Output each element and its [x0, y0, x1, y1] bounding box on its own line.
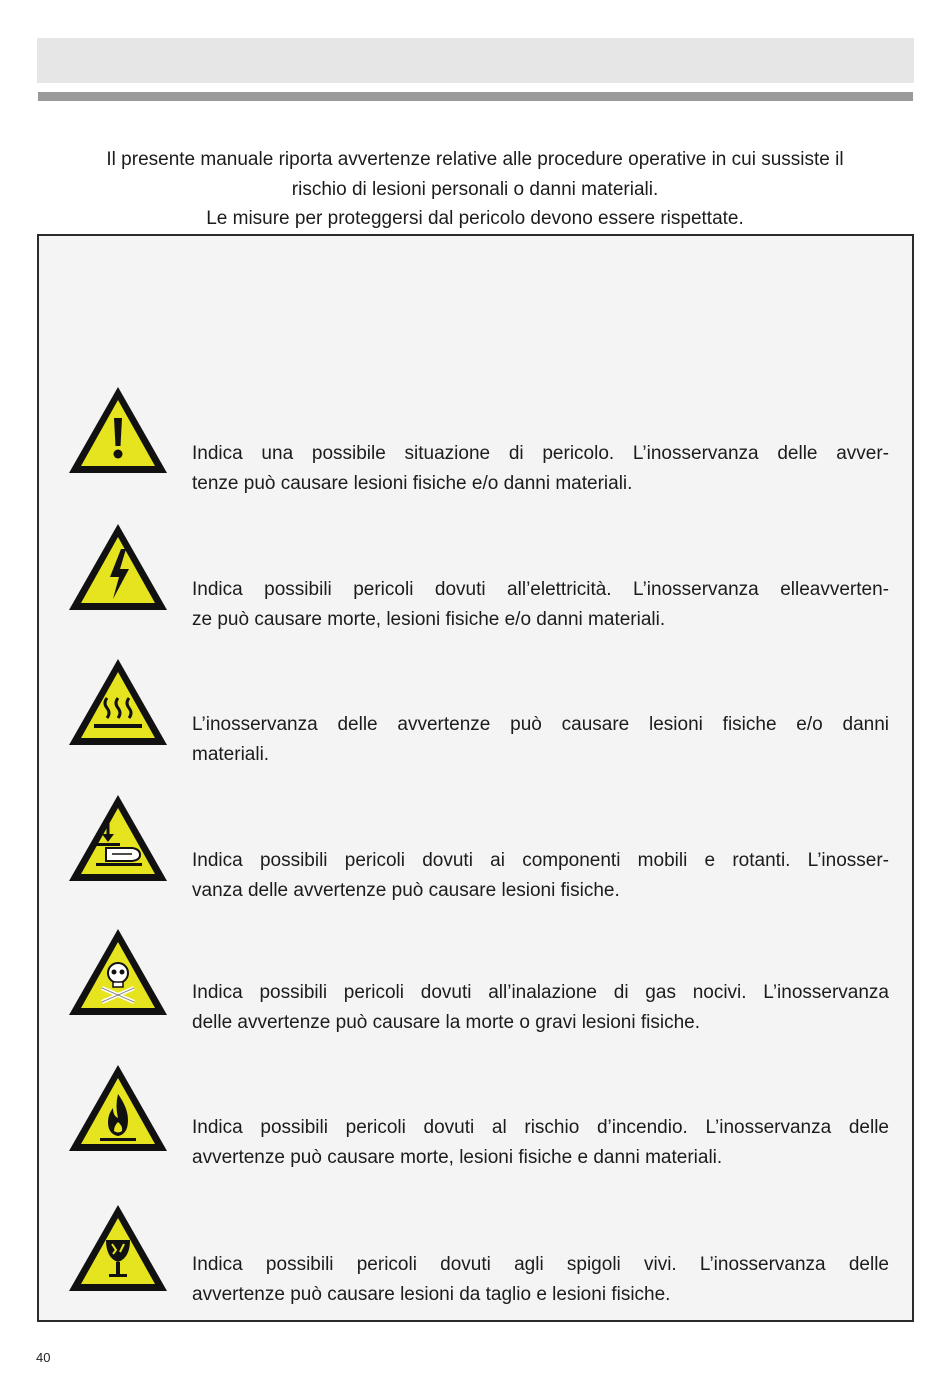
- general-danger-icon: [66, 384, 170, 476]
- intro-line: rischio di lesioni personali o danni materiali.: [291, 178, 659, 200]
- warning-text: Indica possibili pericoli dovuti al rischio d’incendio. L’inosservanza delle avvertenze può causare morte, lesioni fisiche e danni materiali.: [192, 1117, 889, 1168]
- hot-surface-icon: [66, 656, 170, 748]
- warning-text: L’inosservanza delle avvertenze può causare lesioni fisiche e/o danni materiali.: [192, 714, 889, 765]
- warnings-box: [37, 234, 914, 1322]
- intro-text: [40, 145, 910, 234]
- intro-line: Le misure per proteggersi dal pericolo devono essere rispettate.: [206, 208, 744, 229]
- warning-text: Indica possibili pericoli dovuti ai componenti mobili e rotanti. L’inosser- vanza delle avvertenze può causare lesioni fisiche.: [192, 850, 889, 901]
- warning-text: Indica possibili pericoli dovuti agli spigoli vivi. L’inosservanza delle avvertenze può causare lesioni da taglio e lesioni fisiche.: [192, 1254, 889, 1305]
- warning-row-moving-parts: [39, 792, 912, 902]
- warning-row-general: [39, 384, 912, 494]
- sharp-edges-icon: [66, 1202, 170, 1294]
- header-band: [37, 38, 914, 83]
- warning-text: Indica possibili pericoli dovuti all’elettricità. L’inosservanza elleavverten- ze può causare morte, lesioni fisiche e/o danni materiali.: [192, 579, 889, 630]
- intro-line: Il presente manuale riporta avvertenze relative alle procedure operative in cui sussiste il: [106, 149, 844, 170]
- warning-text: Indica una possibile situazione di pericolo. L’inosservanza delle avver- tenze può causare lesioni fisiche e/o danni materiali.: [192, 443, 889, 494]
- crush-hazard-icon: [66, 792, 170, 884]
- warning-text: Indica possibili pericoli dovuti all’inalazione di gas nocivi. L’inosservanza delle avvertenze può causare la morte o gravi lesioni fisiche.: [192, 982, 889, 1033]
- flammable-icon: [66, 1062, 170, 1154]
- warning-row-toxic: [39, 926, 912, 1036]
- electrical-hazard-icon: [66, 521, 170, 613]
- warning-row-sharp: [39, 1202, 912, 1312]
- warning-row-fire: [39, 1062, 912, 1172]
- page-number: 40: [36, 1350, 51, 1365]
- warning-row-hot: [39, 656, 912, 766]
- warning-row-electrical: [39, 521, 912, 631]
- header-rule: [38, 92, 913, 101]
- toxic-gas-icon: [66, 926, 170, 1018]
